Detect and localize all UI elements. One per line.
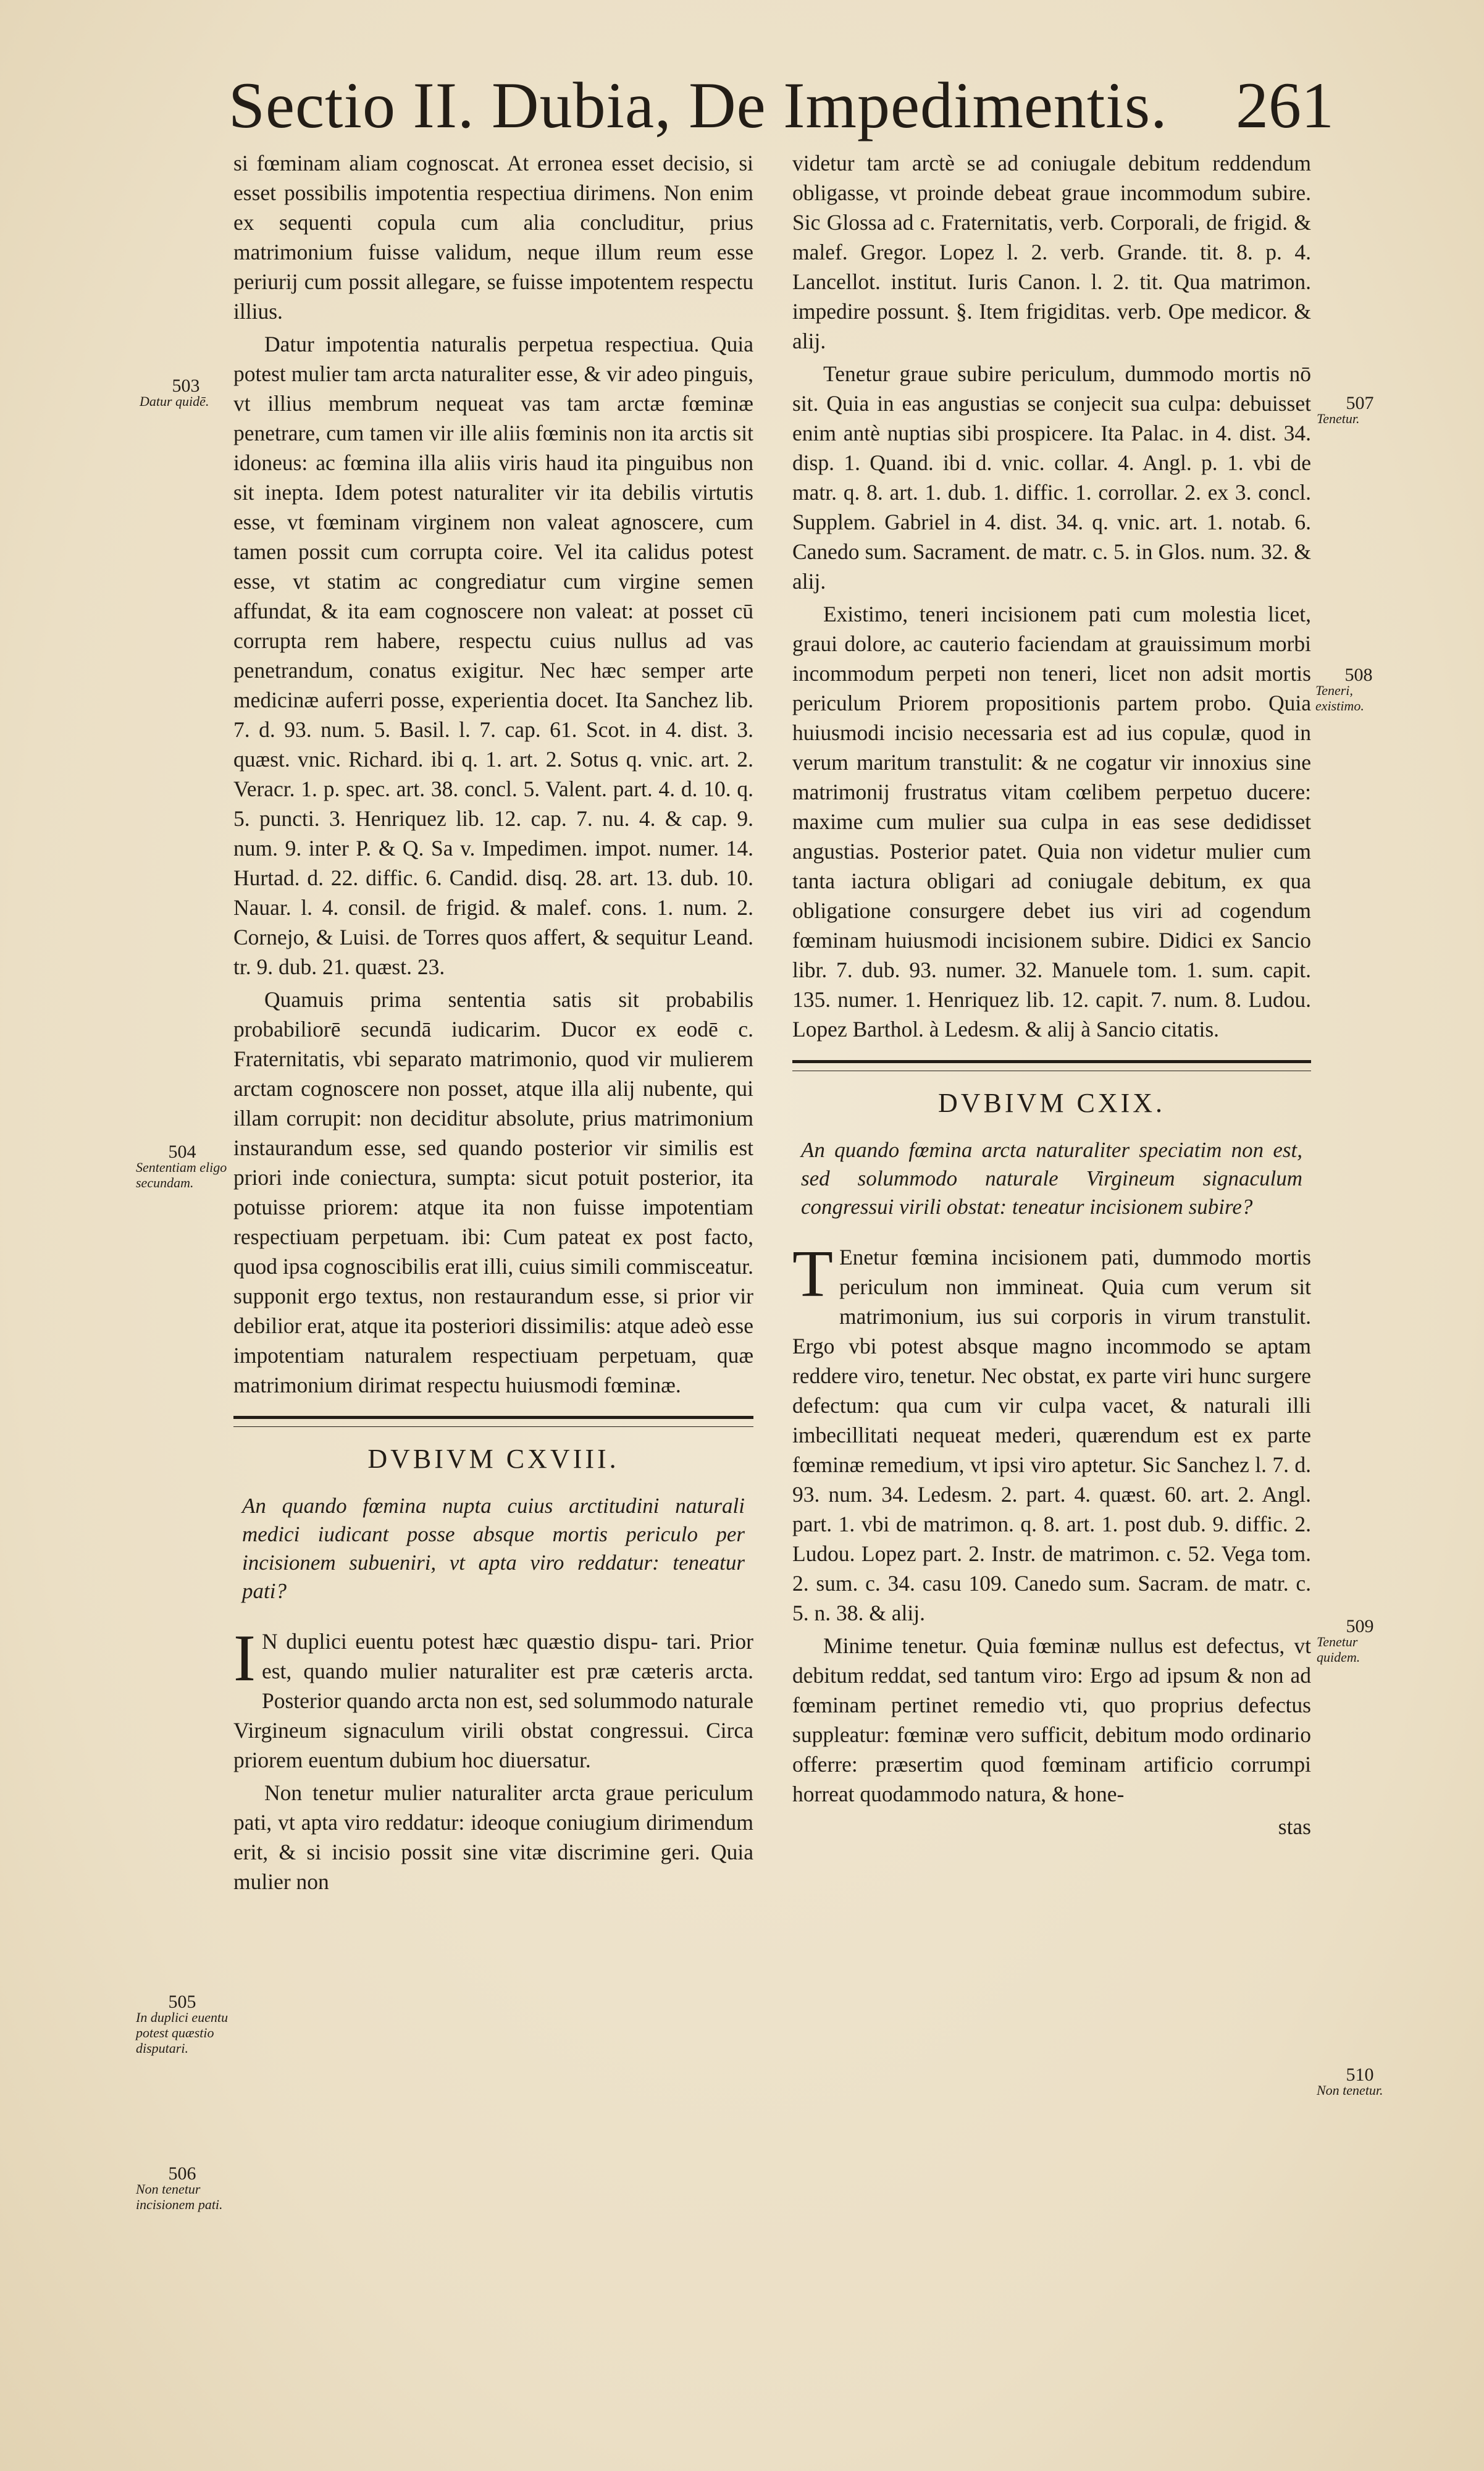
section-divider bbox=[792, 1060, 1311, 1071]
margin-note-509 bbox=[1317, 1616, 1403, 1665]
drop-initial: T bbox=[792, 1237, 833, 1311]
margin-note-506 bbox=[136, 2163, 228, 2212]
margin-note-number: 510 bbox=[1346, 2065, 1374, 2085]
margin-note-text: Sententiam eligo secundam. bbox=[136, 1160, 227, 1190]
paragraph-508: Existimo, teneri incisionem pati cum molestia licet, graui dolore, ac cauterio faciendam at grauissimum morbi incommodum perpeti non teneri, licet non adsit mortis periculum Priorem propositionis partem probo. Quia huiusmodi incisio necessaria est ad ius copulæ, quod in verum maritum transtulit: & ne cogatur vir innoxius sine matrimonij frustratus vitam cœlibem perpetuo ducere: maxime cum mulier sua culpa in eas sese dedidisset angustias. Posterior patet. Quia non videtur mulier cum tanta iactura obligari ad coniugale debitum, ex qua obligatione consurgere debet ius viri ad cogendum fœminam huiusmodi incisionem subire. Didici ex Sancio libr. 7. dub. 93. numer. 32. Manuele tom. 1. sum. capit. 135. numer. 1. Henriquez lib. 12. capit. 7. num. 8. Ludou. Lopez Barthol. à Ledesm. & alij à Sancio citatis. bbox=[792, 602, 1311, 1042]
margin-note-text: Teneri, existimo. bbox=[1315, 683, 1364, 714]
margin-note-number: 506 bbox=[168, 2163, 196, 2184]
margin-note-text: Non tenetur incisionem pati. bbox=[136, 2181, 223, 2212]
margin-note-number: 508 bbox=[1344, 665, 1373, 685]
paragraph-continuation: videtur tam arctè se ad coniugale debitum reddendum obligasse, vt proinde debeat graue incommodum subire. Sic Glossa ad c. Fraternitatis, verb. Corporali, de frigid. & malef. Gregor. Lopez l. 2. verb. Grande. tit. 8. p. 4. Lancellot. institut. Iuris Canon. l. 2. tit. Qua matrimon. impedire possunt. §. Item frigiditas. verb. Ope medicor. & alij. bbox=[792, 151, 1311, 353]
dubium-title: DVBIVM CXVIII. bbox=[367, 1444, 619, 1474]
margin-note-number: 507 bbox=[1346, 393, 1374, 413]
margin-note-number: 503 bbox=[172, 376, 200, 396]
paragraph-503: Datur impotentia naturalis perpetua respectiua. Quia potest mulier tam arcta naturaliter esse, & vir adeo pinguis, vt illius membrum nequeat vas tam arctæ fœminæ penetrare, cum tamen vir ille aliis fœminis non ita arctis sit idoneus: ac fœmina illa aliis viris haud ita pinguibus non sit inepta. Idem potest naturaliter vir ita debilis virtutis esse, vt fœminam virginem non valeat agnoscere, cum tamen possit cum corrupta coire. Vel ita calidus potest esse, vt statim ac congrediatur cum virgine semen affundat, & ita eam cognoscere non valeat: at posset cū corrupta rem habere, respectu cuius nullus ad vas penetrandum, conatus exigitur. Nec hæc semper arte medicinæ auferri posse, experientia docet. Ita Sanchez lib. 7. d. 93. num. 5. Basil. l. 7. cap. 61. Scot. in 4. dist. 3. quæst. vnic. Richard. ibi q. 1. art. 2. Sotus q. vnic. art. 2. Veracr. 1. p. spec. art. 38. concl. 5. Valent. part. 4. d. 10. q. 5. puncti. 3. Henriquez lib. 12. cap. 7. nu. 4. & cap. 9. num. 9. inter P. & Q. Sa v. Impedimen. impot. numer. 14. Hurtad. d. 22. diffic. 6. Candid. disq. 28. art. 13. dub. 10. Nauar. l. 4. consil. de frigid. & malef. cons. 1. num. 2. Cornejo, & Luisi. de Torres quos affert, & sequitur Leand. tr. 9. dub. 21. quæst. 23. bbox=[233, 332, 753, 979]
margin-note-number: 504 bbox=[168, 1142, 196, 1162]
margin-note-507 bbox=[1317, 395, 1403, 426]
paragraph-507: Tenetur graue subire periculum, dummodo mortis nō sit. Quia in eas angustias se conjecit sua culpa: debuisset enim antè nuptias sibi prospicere. Ita Palac. in 4. dist. 34. disp. 1. Quand. ibi d. vnic. collar. 4. Angl. p. 1. vbi de matr. q. 8. art. 1. dub. 1. diffic. 1. corrollar. 2. ex 3. concl. Supplem. Gabriel in 4. dist. 34. q. vnic. art. 1. notab. 6. Canedo sum. Sacrament. de matr. c. 5. in Glos. num. 32. & alij. bbox=[792, 361, 1311, 594]
margin-note-503 bbox=[140, 378, 232, 409]
page-header bbox=[228, 68, 1334, 154]
left-column bbox=[233, 148, 753, 1900]
dubium-question: An quando fœmina arcta naturaliter speciatim non est, sed solummodo naturale Virgineum signaculum congressui virili obstat: teneatur incisionem subire? bbox=[801, 1138, 1302, 1219]
margin-note-text: Datur quidē. bbox=[140, 394, 209, 409]
page-number: 261 bbox=[1236, 69, 1334, 141]
margin-note-number: 505 bbox=[168, 1992, 196, 2012]
margin-note-505 bbox=[136, 1994, 228, 2056]
paragraph-506: Non tenetur mulier naturaliter arcta graue periculum pati, vt apta viro reddatur: ideoque coniugium dirimendum erit, & si incisio possit sine vitæ discrimine geri. Quia mulier non bbox=[233, 1780, 753, 1894]
paragraph-504: Quamuis prima sententia satis sit probabilis probabiliorē secundā iudicarim. Ducor ex eodē c. Fraternitatis, vbi separato matrimonio, quod vir mulierem arctam cognoscere non posset, atque illa alij nubente, qui illam corrupit: non deciditur absolute, prius matrimonium instaurandum esse, sed quando posterior vir similis est priori inde coniectura, sumpta: sicut potuit posterior, ita potuisse priorem: atque ita non fuisse impotentiam respectiuam perpetuam. ibi: Cum pateat ex post facto, quod ipsa cognoscibilis erat illi, cuius simili commisceatur. supponit ergo textus, non restaurandum esse, si prior vir debilior erat, atque ita posteriori dissimilis: atque adeò esse impotentiam naturalem respectiuam perpetuam, quæ matrimonium dirimat respectu huiusmodi fœminæ. bbox=[233, 987, 753, 1397]
paragraph-505 bbox=[233, 1622, 753, 1775]
catchword: stas bbox=[1278, 1814, 1311, 1839]
paragraph-509 bbox=[792, 1237, 1311, 1628]
section-divider bbox=[233, 1416, 753, 1427]
paragraph-continuation: si fœminam aliam cognoscat. At erronea esset decisio, si esset possibilis impotentia respectiua dirimens. Non enim ex sequenti copula cum alia concluditur, prius matrimonium fuisse validum, neque illum reum esse periurij cum possit allegare, se fuisse impotentem respectu illius. bbox=[233, 151, 753, 324]
margin-note-text: In duplici euentu potest quæstio disputari. bbox=[136, 2010, 228, 2056]
margin-note-504 bbox=[136, 1144, 228, 1190]
drop-initial: I bbox=[233, 1622, 256, 1695]
margin-note-508 bbox=[1315, 667, 1402, 714]
paragraph-510: Minime tenetur. Quia fœminæ nullus est defectus, vt debitum reddat, sed tantum viro: Ergo ad ipsum & non ad fœminam pertinet remedio vti, quo proprius defectus suppleatur: fœminæ vero sufficit, debitum modo ordinario offerre: præsertim quod fœminam artificio corrumpi horreat quodammodo natura, & hone- bbox=[792, 1633, 1311, 1806]
margin-note-text: Tenetur. bbox=[1317, 411, 1360, 426]
dubium-question: An quando fœmina nupta cuius arctitudini naturali medici iudicant posse absque mortis periculo per incisionem subueniri, vt apta viro reddatur: teneatur pati? bbox=[242, 1494, 745, 1603]
running-head: Sectio II. Dubia, De Impedimentis. bbox=[228, 69, 1168, 141]
paragraph-509-text: Enetur fœmina incisionem pati, dummodo mortis periculum non immineat. Quia cum verum sit matrimonium, ius sui corporis in virum transtulit. Ergo vbi potest absque magno incommodo se aptam reddere viro, tenetur. Nec obstat, ex parte viri hunc surgere defectum: qua cum vir culpa vacet, & naturali illi imbecillitati nequeat mederi, quærendum est ex parte fœminæ remedium, vt ipsi viro aptetur. Sic Sanchez l. 7. d. 93. num. 34. Ledesm. 2. part. 4. quæst. 60. art. 2. Angl. part. 1. vbi de matrimon. q. 8. art. 1. post dub. 9. diffic. 2. Ludou. Lopez part. 2. Instr. de matrimon. c. 52. Vega tom. 2. sum. c. 34. casu 109. Canedo sum. Sacram. de matr. c. 5. n. 38. & alij. bbox=[792, 1245, 1311, 1625]
paragraph-505-text: N duplici euentu potest hæc quæstio dispu- tari. Prior est, quando mulier naturaliter est præ cæteris arcta. Posterior quando arcta non est, sed solummodo naturale Virgineum signaculum virili obstat congressui. Circa priorem euentum dubium hoc diuersatur. bbox=[233, 1629, 753, 1772]
dubium-title: DVBIVM CXIX. bbox=[938, 1088, 1165, 1118]
right-column bbox=[792, 148, 1311, 1845]
margin-note-text: Tenetur quidem. bbox=[1317, 1634, 1360, 1665]
margin-note-510 bbox=[1317, 2067, 1403, 2098]
margin-note-number: 509 bbox=[1346, 1616, 1374, 1636]
margin-note-text: Non tenetur. bbox=[1317, 2082, 1383, 2098]
